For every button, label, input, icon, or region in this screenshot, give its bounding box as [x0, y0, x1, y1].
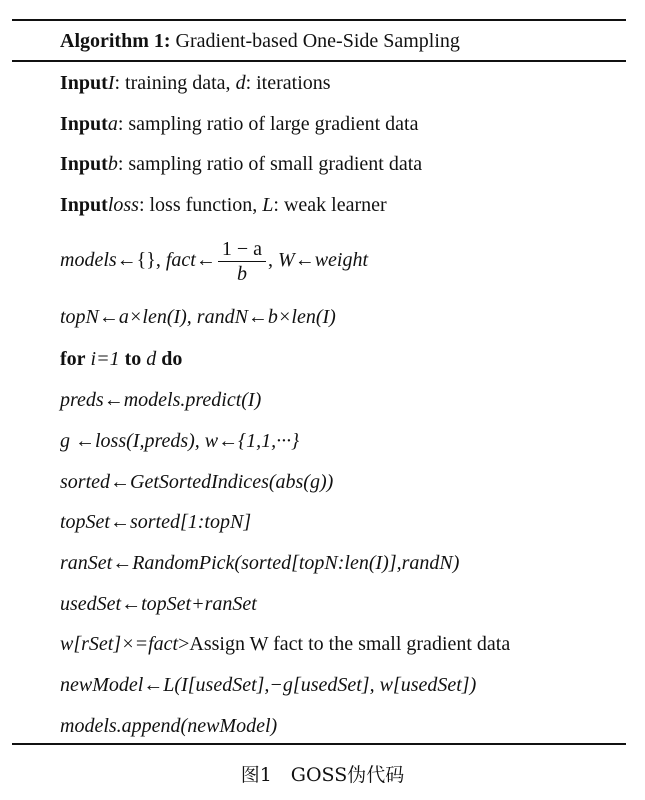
fraction-numerator: 1 − a [218, 237, 266, 262]
input-line-3 [60, 152, 422, 176]
init-line [60, 237, 368, 286]
init-arrow-empty: ←{}, [116, 249, 166, 272]
preds-text: preds←models.predict(I) [60, 389, 262, 411]
usedset-line [60, 592, 257, 616]
input-keyword: Input [60, 113, 108, 135]
input-line-4 [60, 193, 387, 217]
input-var: I [107, 72, 115, 94]
input-line-1 [60, 71, 331, 95]
init-comma: , [268, 249, 279, 272]
input-var: a [107, 113, 118, 135]
models-var: models [60, 249, 117, 272]
input-desc: : sampling ratio of large gradient data [117, 113, 419, 135]
weight-var: weight [314, 249, 369, 272]
algorithm-label: Algorithm 1: [60, 30, 171, 52]
init-arrow: ← [195, 249, 216, 272]
figure-caption: 图1 GOSS伪代码 [240, 764, 405, 786]
algorithm-title [60, 30, 460, 53]
input-desc: : weak learner [273, 194, 387, 216]
input-var: L [262, 194, 274, 216]
sorted-line [60, 470, 333, 494]
input-desc: : sampling ratio of small gradient data [117, 153, 423, 175]
ranset-text: ranSet←RandomPick(sorted[topN:len(I)],randN) [60, 552, 460, 574]
topset-text: topSet←sorted[1:topN] [60, 511, 252, 533]
newmodel-line [60, 673, 476, 697]
topset-line [60, 510, 251, 534]
to-keyword: to [124, 348, 142, 370]
for-limit: d [141, 348, 162, 370]
fact-var: fact [165, 249, 196, 272]
input-line-2 [60, 112, 418, 136]
fraction-denominator: b [236, 263, 247, 285]
input-desc: : loss function, [138, 194, 263, 216]
topn-line [60, 305, 336, 329]
init-arrow-2: ← [294, 249, 315, 272]
input-keyword: Input [60, 153, 108, 175]
append-text: models.append(newModel) [60, 715, 278, 737]
usedset-text: usedSet←topSet+ranSet [60, 593, 257, 615]
header-rule [12, 60, 626, 62]
input-keyword: Input [60, 72, 108, 94]
gradient-text: g ←loss(I,preds), w←{1,1,···} [60, 430, 300, 452]
sorted-text: sorted←GetSortedIndices(abs(g)) [60, 471, 334, 493]
for-line [60, 347, 182, 371]
assign-line [60, 632, 510, 656]
for-index: i=1 [85, 348, 125, 370]
do-keyword: do [161, 348, 183, 370]
input-var: d [235, 72, 246, 94]
input-desc: : iterations [245, 72, 331, 94]
append-line [60, 714, 277, 738]
top-rule [12, 19, 626, 21]
preds-line [60, 388, 261, 412]
input-var: loss [107, 194, 139, 216]
ranset-line [60, 551, 459, 575]
input-var: b [107, 153, 118, 175]
input-keyword: Input [60, 194, 108, 216]
for-keyword: for [60, 348, 86, 370]
bottom-rule [12, 743, 626, 745]
input-desc: : training data, [114, 72, 236, 94]
topn-text: topN←a×len(I), randN←b×len(I) [60, 306, 336, 328]
algorithm-name: Gradient-based One-Side Sampling [175, 30, 460, 52]
gradient-line [60, 429, 299, 453]
W-var: W [278, 249, 295, 272]
newmodel-text: newModel←L(I[usedSet],−g[usedSet], w[usedSet]) [60, 674, 477, 696]
fact-fraction [218, 237, 266, 286]
assign-comment: >Assign W fact to the small gradient data [178, 633, 511, 655]
assign-expr: w[rSet]×=fact [60, 633, 179, 655]
